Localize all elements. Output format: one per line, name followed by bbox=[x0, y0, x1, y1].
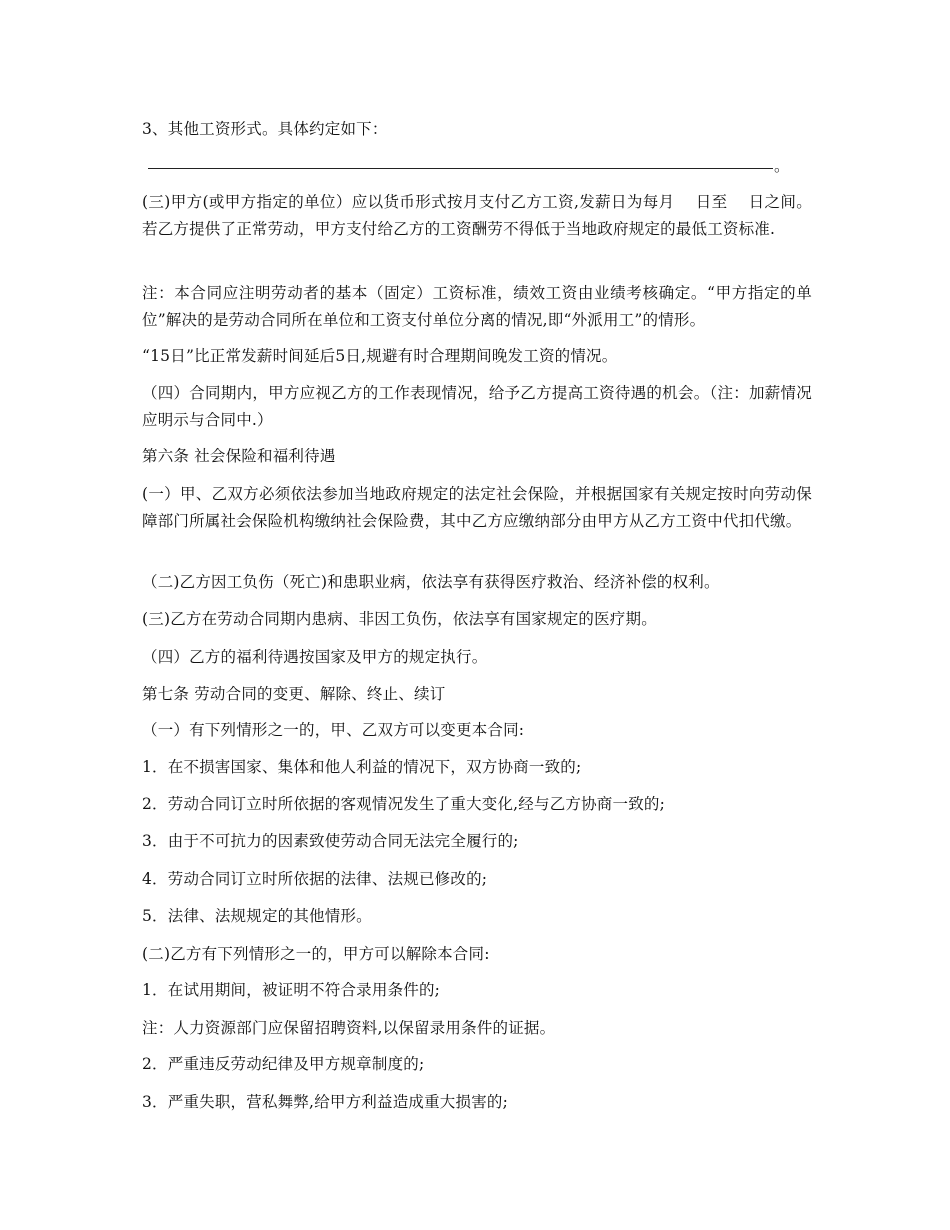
list-item-change-4: 4．劳动合同订立时所依据的法律、法规已修改的; bbox=[142, 870, 488, 888]
clause-termination: (二)乙方有下列情形之一的，甲方可以解除本合同: bbox=[142, 945, 490, 963]
list-item-change-1: 1．在不损害国家、集体和他人利益的情况下，双方协商一致的; bbox=[142, 758, 582, 776]
blank-line-period: 。 bbox=[774, 157, 790, 175]
article-seven-heading: 第七条 劳动合同的变更、解除、终止、续订 bbox=[142, 685, 446, 703]
list-item-termination-3: 3．严重失职，营私舞弊,给甲方利益造成重大损害的; bbox=[142, 1093, 509, 1111]
clause-social-insurance: (一）甲、乙双方必须依法参加当地政府规定的法定社会保险，并根据国家有关规定按时向劳动保障部门所属社会保险机构缴纳社会保险费，其中乙方应缴纳部分由甲方从乙方工资中代扣代缴。 bbox=[142, 485, 812, 530]
clause-welfare: （四）乙方的福利待遇按国家及甲方的规定执行。 bbox=[142, 648, 488, 666]
list-item-change-3: 3．由于不可抗力的因素致使劳动合同无法完全履行的; bbox=[142, 832, 519, 850]
list-item-termination-1: 1．在试用期间，被证明不符合录用条件的; bbox=[142, 981, 441, 999]
clause-wage-payment: (三)甲方(或甲方指定的单位）应以货币形式按月支付乙方工资,发薪日为每月 日至 日之间。若乙方提供了正常劳动，甲方支付给乙方的工资酬劳不得低于当地政府规定的最低工资标准. bbox=[142, 193, 812, 238]
clause-raise-opportunity: （四）合同期内，甲方应视乙方的工作表现情况，给予乙方提高工资待遇的机会。（注：加薪情况应明示与合同中.） bbox=[142, 384, 812, 429]
article-six-heading: 第六条 社会保险和福利待遇 bbox=[142, 447, 336, 465]
clause-work-injury: （二)乙方因工负伤（死亡)和患职业病，依法享有获得医疗救治、经济补偿的权利。 bbox=[142, 573, 720, 591]
note-recruitment-records: 注：人力资源部门应保留招聘资料,以保留录用条件的证据。 bbox=[142, 1019, 556, 1037]
list-item-change-5: 5．法律、法规规定的其他情形。 bbox=[142, 907, 372, 925]
clause-contract-change: （一）有下列情形之一的，甲、乙双方可以变更本合同: bbox=[142, 721, 525, 739]
fill-in-blank-line bbox=[148, 168, 773, 169]
clause-other-wage-forms: 3、其他工资形式。具体约定如下： bbox=[142, 120, 388, 138]
list-item-change-2: 2．劳动合同订立时所依据的客观情况发生了重大变化,经与乙方协商一致的; bbox=[142, 795, 666, 813]
note-payday-delay: “15日”比正常发薪时间延后5日,规避有时合理期间晚发工资的情况。 bbox=[142, 347, 618, 365]
note-wage-standard: 注：本合同应注明劳动者的基本（固定）工资标准，绩效工资由业绩考核确定。“甲方指定的单位”解决的是劳动合同所在单位和工资支付单位分离的情况,即“外派用工”的情形。 bbox=[142, 284, 812, 329]
clause-medical-period: (三)乙方在劳动合同期内患病、非因工负伤，依法享有国家规定的医疗期。 bbox=[142, 610, 657, 628]
list-item-termination-2: 2．严重违反劳动纪律及甲方规章制度的; bbox=[142, 1055, 425, 1073]
